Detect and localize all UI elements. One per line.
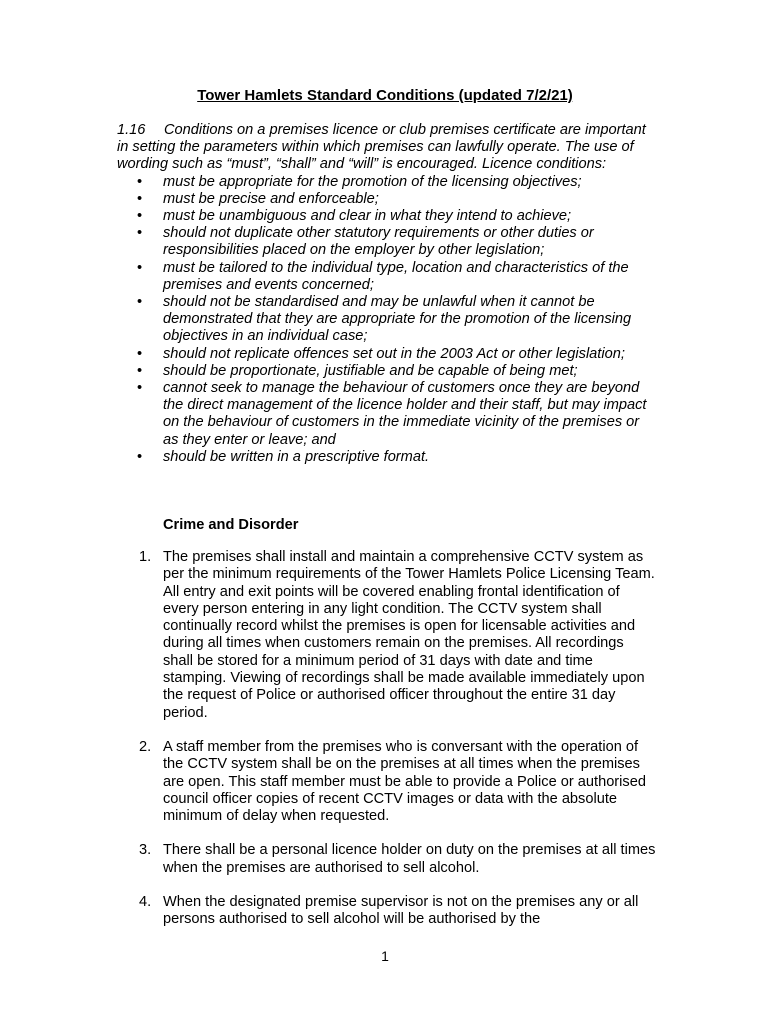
list-item: • must be tailored to the individual type, location and characteristics of the premises and events concerned; (117, 260, 657, 294)
item-number: 3. (139, 842, 152, 859)
intro-text: Conditions on a premises licence or club premises certificate are important in setting the parameters within which premises can lawfully operate. The use of wording such as “must”, “shall” and “will” is encouraged. Licence conditions: (117, 122, 646, 173)
list-item: • must be unambiguous and clear in what they intend to achieve; (117, 208, 657, 225)
list-item: • should be written in a prescriptive format. (117, 449, 657, 466)
section-heading: Crime and Disorder (163, 517, 299, 533)
intro-paragraph (117, 122, 657, 466)
document-title: Tower Hamlets Standard Conditions (updated 7/2/21) (197, 87, 573, 104)
intro-number: 1.16 (117, 122, 146, 138)
numbered-item (117, 894, 657, 929)
licence-conditions-list (117, 174, 657, 466)
list-item: • must be precise and enforceable; (117, 191, 657, 208)
item-text: The premises shall install and maintain a comprehensive CCTV system as per the minimum requirements of the Tower Hamlets Police Licensing Team. All entry and exit points will be covered enabling frontal identification of every person entering in any light condition. The CCTV system shall continually record whilst the premises is open for licensable activities and during all times when customers remain on the premises. All recordings shall be stored for a minimum period of 31 days with date and time stamping. Viewing of recordings shall be made available immediately upon the request of Police or authorised officer throughout the entire 31 day period. (163, 549, 655, 721)
list-item: • should not duplicate other statutory requirements or other duties or responsibilities placed on the employer by other legislation; (117, 225, 657, 259)
item-number: 2. (139, 738, 152, 755)
page-number: 1 (381, 948, 389, 964)
conditions-numbered-list (117, 549, 657, 946)
list-item: • should not be standardised and may be unlawful when it cannot be demonstrated that they are appropriate for the promotion of the licensing objectives in an individual case; (117, 294, 657, 346)
numbered-item (117, 549, 657, 722)
item-text: When the designated premise supervisor is not on the premises any or all persons authorised to sell alcohol will be authorised by the (163, 894, 639, 928)
list-item: • should be proportionate, justifiable and be capable of being met; (117, 363, 657, 380)
list-item: • must be appropriate for the promotion of the licensing objectives; (117, 174, 657, 191)
list-item: • should not replicate offences set out in the 2003 Act or other legislation; (117, 346, 657, 363)
numbered-item (117, 842, 657, 877)
intro-text-block (117, 122, 657, 174)
numbered-item (117, 739, 657, 825)
item-number: 4. (139, 894, 152, 911)
item-text: A staff member from the premises who is conversant with the operation of the CCTV system shall be on the premises at all times when the premises are open. This staff member must be able to provide a Police or authorised council officer copies of recent CCTV images or data with the absolute minimum of delay when requested. (163, 738, 646, 825)
item-text: There shall be a personal licence holder on duty on the premises at all times when the premises are authorised to sell alcohol. (163, 842, 656, 876)
list-item: • cannot seek to manage the behaviour of customers once they are beyond the direct management of the licence holder and their staff, but may impact on the behaviour of customers in the immediate vicinity of the premises or as they enter or leave; and (117, 380, 657, 449)
item-number: 1. (139, 549, 152, 565)
